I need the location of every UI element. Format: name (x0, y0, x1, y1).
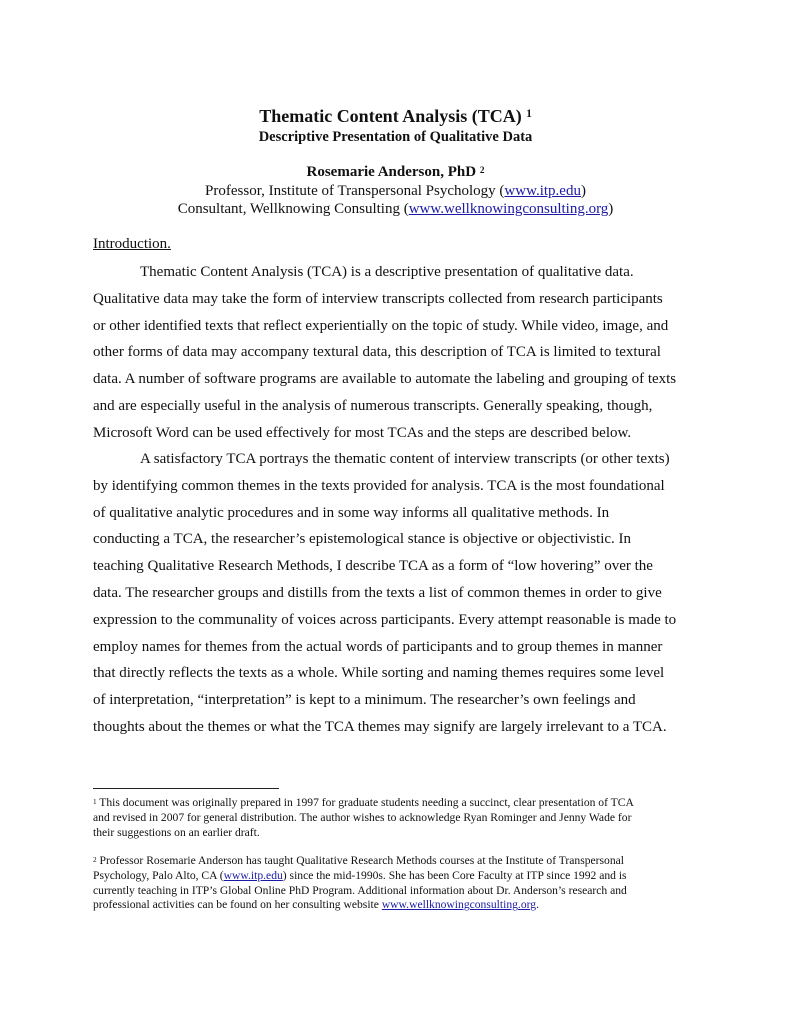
footnote-line: currently teaching in ITP’s Global Online PhD Program. Additional information about Dr. Anderson’s research and (93, 883, 627, 897)
footnote-line: $^1$ This document was originally prepared in 1997 for graduate students needing a succinct, clear presentation of TCA (93, 796, 634, 809)
author-footnote-marker: 2 (479, 165, 485, 176)
paragraph-line: by identifying common themes in the texts provided for analysis. TCA is the most foundational (93, 477, 665, 494)
wellknowing-link[interactable]: www.wellknowingconsulting.org (408, 201, 609, 217)
itp-link[interactable]: www.itp.edu (504, 183, 581, 199)
footnote-itp-link[interactable]: www.itp.edu (223, 868, 283, 882)
introduction-heading: Introduction. (93, 236, 171, 252)
paragraph-line: of qualitative analytic procedures and in some way informs all qualitative methods. In (93, 504, 610, 521)
paragraph-line: or other identified texts that reflect experientially on the topic of study. While video, image, and (93, 317, 669, 334)
paragraph-line: data. The researcher groups and distills from the texts a list of common themes in order to give (93, 584, 662, 601)
footnote-2 (93, 854, 703, 913)
paragraph-line: of interpretation, “interpretation” is kept to a minimum. The researcher’s own feelings and (93, 692, 636, 709)
title-footnote-marker: 1 (526, 108, 532, 121)
footnote-separator (93, 788, 279, 789)
paragraph-line: other forms of data may accompany textural data, this description of TCA is limited to textural (93, 344, 661, 361)
affiliation-professor: Professor, Institute of Transpersonal Psychology (www.itp.edu) (205, 183, 586, 199)
introduction-paragraph-2 (93, 446, 698, 741)
paragraph-line: that directly reflects the texts as a whole. While sorting and naming themes requires some level (93, 665, 665, 682)
paragraph-line: Microsoft Word can be used effectively for most TCAs and the steps are described below. (93, 424, 632, 441)
document-title: Thematic Content Analysis (TCA) $^1$ (259, 106, 532, 126)
paragraph-line: thoughts about the themes or what the TCA themes may signify are largely irrelevant to a TCA. (93, 718, 667, 735)
introduction-paragraph-1 (93, 259, 698, 447)
paragraph-line: teaching Qualitative Research Methods, I describe TCA as a form of “low hovering” over the (93, 558, 653, 575)
paragraph-line: expression to the communality of voices across participants. Every attempt reasonable is made to (93, 611, 677, 628)
footnote-line: and revised in 2007 for general distribution. The author wishes to acknowledge Ryan Rominger and Jenny Wade for (93, 810, 632, 824)
footnote-line: Psychology, Palo Alto, CA (www.itp.edu) since the mid-1990s. She has been Core Faculty at ITP since 1992 and is (93, 868, 627, 882)
paragraph-line: data. A number of software programs are available to automate the labeling and grouping of texts (93, 371, 677, 388)
paragraph-line: A satisfactory TCA portrays the thematic content of interview transcripts (or other texts) (140, 451, 670, 467)
footnote-line: their suggestions on an earlier draft. (93, 825, 260, 839)
paragraph-line: conducting a TCA, the researcher’s epistemological stance is objective or objectivistic. In (93, 531, 632, 548)
footnote-1-marker: 1 (93, 797, 97, 806)
document-subtitle: Descriptive Presentation of Qualitative Data (258, 129, 533, 145)
footnote-line: $^2$ Professor Rosemarie Anderson has taught Qualitative Research Methods courses at the Institute of Transpersonal (93, 854, 625, 867)
paragraph-line: employ names for themes from the actual words of participants and to group themes in manner (93, 638, 663, 655)
affiliation-consultant: Consultant, Wellknowing Consulting (www.wellknowingconsulting.org) (177, 201, 614, 217)
footnote-1 (93, 796, 703, 840)
footnote-wellknowing-link[interactable]: www.wellknowingconsulting.org (381, 898, 537, 912)
paragraph-line: and are especially useful in the analysis of numerous transcripts. Generally speaking, though, (93, 397, 653, 414)
footnote-2-marker: 2 (93, 855, 97, 864)
paragraph-line: Thematic Content Analysis (TCA) is a descriptive presentation of qualitative data. (140, 264, 634, 280)
author-name: Rosemarie Anderson, PhD $^2$ (306, 164, 485, 180)
paragraph-line: Qualitative data may take the form of interview transcripts collected from research participants (93, 290, 663, 307)
footnote-line: professional activities can be found on her consulting website www.wellknowingconsulting.org. (93, 898, 539, 912)
